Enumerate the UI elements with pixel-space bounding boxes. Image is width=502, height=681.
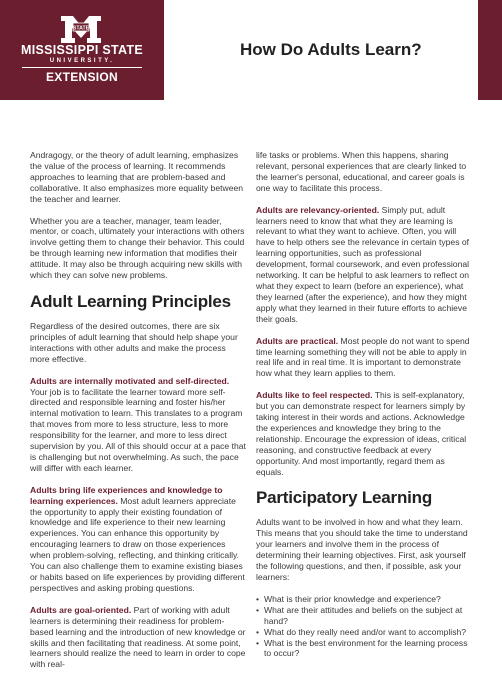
intro-paragraph-2: Whether you are a teacher, manager, team leader, mentor, or coach, ultimately your interactions with others involve getting them to change their behavior. This could be through learning new information that modifies their attitude. It may also be through acquiring new skills with which they can solve new problems. bbox=[30, 215, 245, 281]
bullet-icon: • bbox=[256, 593, 260, 604]
principle-lead: Adults are internally motivated and self-directed. bbox=[30, 375, 230, 386]
principle-text: Part of working with adult learners is determining their readiness for problem-based learning and the introduction of new knowledge or skills and then facilitating that readiness. At some point, learners should realize the need to learn in order to cope with real- bbox=[30, 604, 246, 670]
header-accent-bar bbox=[478, 0, 502, 100]
participatory-intro: Adults want to be involved in how and what they learn. This means that you should take the time to understand your learners and involve them in the process of determining their learning objectives. First, ask yourself the following questions, and then, if possible, ask your learners: bbox=[256, 517, 468, 582]
msu-m-seal-icon bbox=[59, 14, 103, 44]
principle-goal-oriented bbox=[30, 605, 246, 670]
left-column bbox=[30, 150, 246, 681]
principle-lead: Adults are relevancy-oriented. bbox=[256, 204, 380, 215]
principles-intro: Regardless of the desired outcomes, there are six principles of adult learning that should help shape your interactions with other adults and make the process more effective. bbox=[30, 320, 238, 364]
list-item: • What is their prior knowledge and experience? bbox=[256, 593, 441, 604]
university-subtitle: UNIVERSITY. bbox=[49, 58, 115, 64]
principle-text: Most adult learners appreciate the opportunity to apply their existing foundation of knowledge and life experience to their new learning experiences. You can enhance this opportunity by encouraging learners to draw on those experiences when problem-solving, reflecting, and thinking critically. You can also challenge them to examine existing biases or habits based on life experiences by providing different perspectives and asking probing questions. bbox=[30, 495, 245, 593]
logo-divider bbox=[22, 67, 142, 68]
principle-practical bbox=[256, 336, 472, 380]
continued-paragraph: life tasks or problems. When this happens, sharing relevant, personal experiences that are clearly linked to the learner's personal, educational, and career goals is one way to facilitate this process. bbox=[256, 150, 467, 193]
principle-self-directed bbox=[30, 376, 246, 474]
principle-text: This is self-explanatory, but you can demonstrate respect for learners simply by taking interest in their words and actions. Acknowledge the experiences and knowledge they bring to the relationship. Encourage the expression of ideas, critical reasoning, and constructive feedback at every opportunity. And most importantly, regard them as equals. bbox=[256, 390, 467, 477]
extension-name: EXTENSION bbox=[45, 70, 119, 84]
bullet-icon: • bbox=[256, 604, 260, 615]
university-name: MISSISSIPPI STATE bbox=[20, 43, 144, 57]
msu-extension-logo bbox=[0, 0, 164, 100]
principle-life-experience bbox=[30, 485, 246, 594]
bullet-icon: • bbox=[256, 637, 260, 648]
section-heading-participatory: Participatory Learning bbox=[256, 488, 433, 508]
principle-respected bbox=[256, 390, 472, 477]
principle-text: Simply put, adult learners need to know that what they are learning is relevant to what they want to achieve. Often, you will have to help others see the relevance in certain types of learning opportunities, such as professional development, formal coursework, and even professional networking. It can be helpful to ask learners to reflect on what they expect to learn (before an experience), what they learned (after the experience), and how they might apply what they learned in their future efforts to achieve their goals. bbox=[256, 204, 470, 324]
list-item: • What are their attitudes and beliefs on the subject at hand? bbox=[256, 604, 463, 626]
section-heading-principles: Adult Learning Principles bbox=[30, 291, 231, 311]
principle-relevancy bbox=[256, 205, 472, 325]
list-item: • What is the best environment for the learning process to occur? bbox=[256, 637, 468, 659]
principle-text: Most people do not want to spend time learning something they will not be able to apply in real life and in real time. It is important to demonstrate how what they learn applies to them. bbox=[256, 335, 470, 379]
page-header bbox=[0, 0, 502, 100]
right-column bbox=[256, 150, 472, 659]
intro-paragraph-1: Andragogy, or the theory of adult learning, emphasizes the value of the process of learning. It recommends approaches to learning that are problem-based and collaborative. It also emphasizes more equality between the teacher and learner. bbox=[30, 150, 244, 204]
seal-text: STATE bbox=[72, 25, 90, 32]
principle-lead: Adults bring life experiences and knowledge to learning experiences. bbox=[30, 484, 223, 506]
page-title: How Do Adults Learn? bbox=[240, 40, 422, 59]
principle-lead: Adults are practical. bbox=[256, 335, 339, 346]
list-item: • What do they really need and/or want to accomplish? bbox=[256, 626, 467, 637]
principle-text: Your job is to facilitate the learner toward more self-directed and responsible learning and foster his/her internal motivation to learn. This translates to a program that moves from more to less structure, less to more responsibility for the learner, and more to less direct supervision by you. All of this should occur at a pace that is challenging but not overwhelming. As such, the pace will differ with each learner. bbox=[30, 386, 246, 473]
principle-lead: Adults like to feel respected. bbox=[256, 390, 373, 401]
principle-lead: Adults are goal-oriented. bbox=[30, 604, 132, 615]
bullet-icon: • bbox=[256, 626, 260, 637]
